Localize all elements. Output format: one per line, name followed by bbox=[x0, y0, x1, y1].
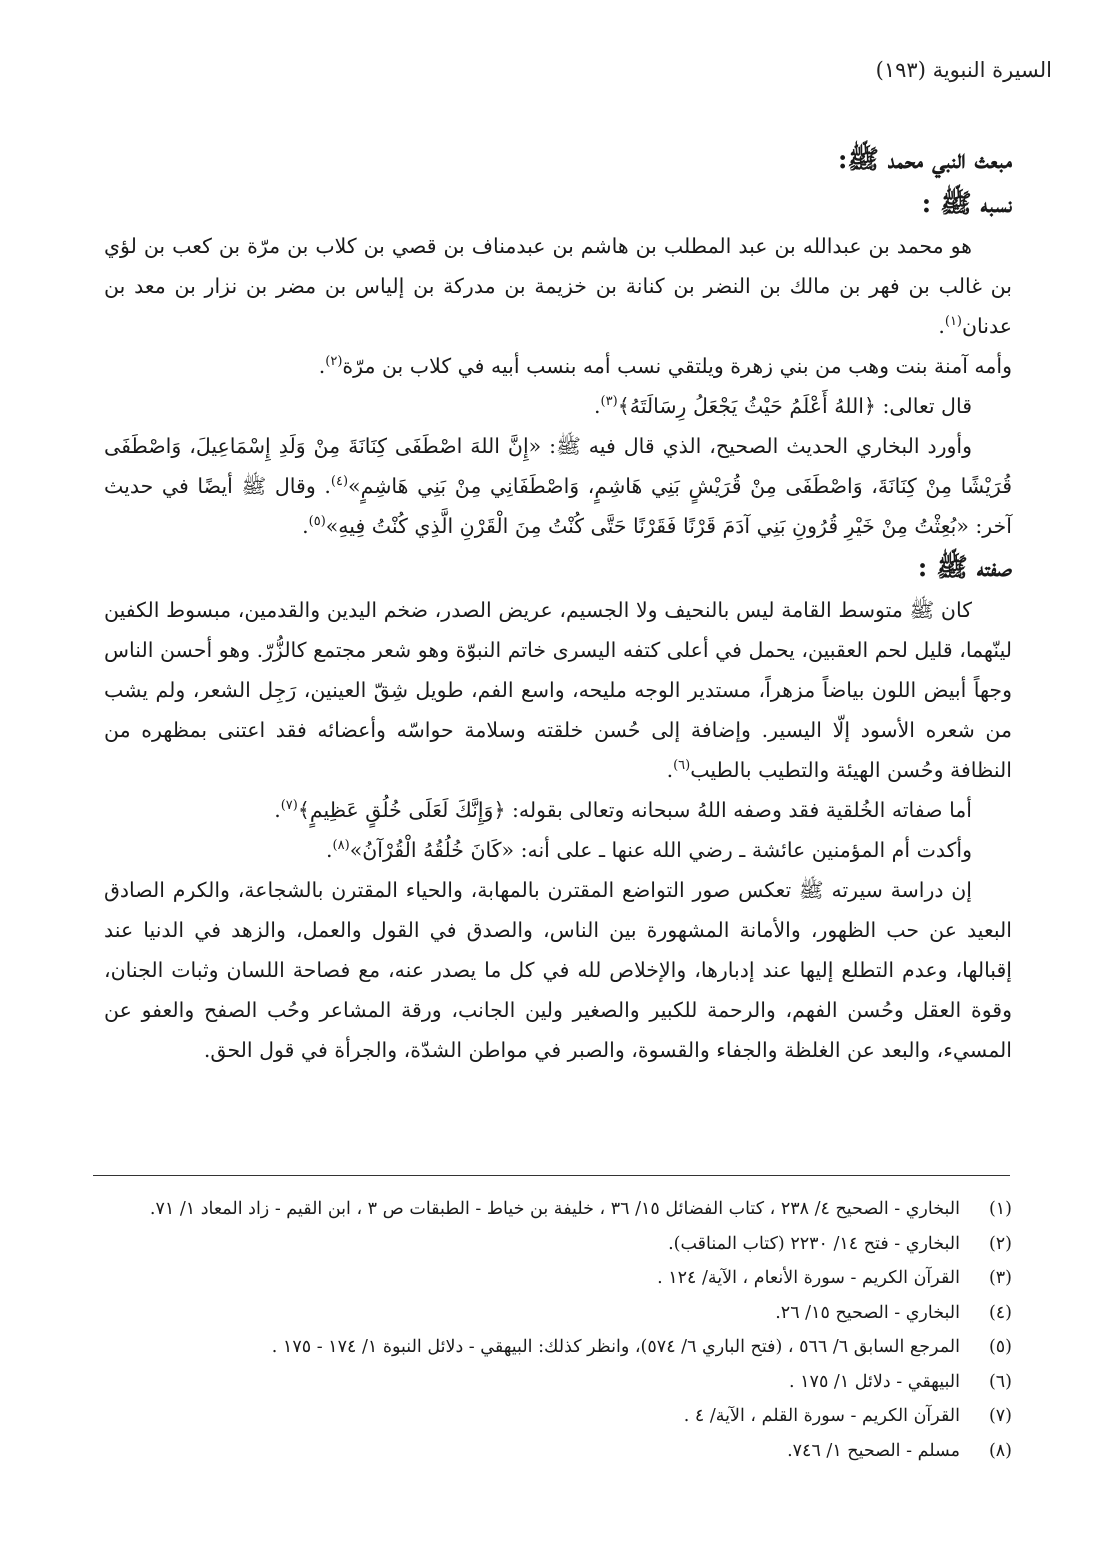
footnote-ref: (٥) bbox=[308, 514, 326, 530]
paragraph-quran-verse: قال تعالى: ﴿اللهُ أَعْلَمُ حَيْثُ يَجْعَلُ رِسَالَتَهُ﴾$^{(٣)}$. bbox=[594, 394, 972, 418]
footnote-ref: (٤) bbox=[330, 474, 349, 490]
running-header: السيرة النبوية (١٩٣) bbox=[875, 58, 1052, 82]
subheading-lineage: نسبه ﷺ : bbox=[921, 189, 1012, 219]
footnote-text: القرآن الكريم - سورة الأنعام ، الآية/ ١٢٤ . bbox=[657, 1268, 960, 1288]
footnote-text: البخاري - الصحيح ١٥/ ٢٦. bbox=[775, 1302, 960, 1323]
footnote bbox=[92, 1227, 1012, 1262]
paragraph-mother: وأمه آمنة بنت وهب من بني زهرة ويلتقي نسب أمه بنسب أبيه في كلاب بن مرّة$^{(٢)}$. bbox=[318, 354, 1012, 378]
footnote-number: (٣) bbox=[988, 1268, 1012, 1288]
paragraph-hadith: وأورد البخاري الحديث الصحيح، الذي قال فيه ﷺ: «إِنَّ اللهَ اصْطَفَى كِنَانَةَ مِنْ وَلَدِ إِسْمَاعِيلَ، وَاصْطَفَى قُرَيْشًا مِنْ كِنَانَةَ، وَاصْطَفَى مِنْ قُرَيْشٍ بَنِي هَاشِمٍ، وَاصْطَفَانِي مِنْ بَنِي هَاشِمٍ»$^{(٤)}$. وقال ﷺ أيضًا في حديث آخر: «بُعِثْتُ مِنْ خَيْرِ قُرُونِ بَنِي آدَمَ قَرْنًا فَقَرْنًا حَتَّى كُنْتُ مِنَ الْقَرْنِ الَّذِي كُنْتُ فِيهِ»$^{(٥)}$. bbox=[104, 434, 1013, 538]
footnote bbox=[92, 1296, 1012, 1331]
footnote-number: (٢) bbox=[988, 1233, 1012, 1254]
footnote-ref: (١) bbox=[944, 314, 962, 330]
footnote-ref: (٨) bbox=[332, 838, 350, 854]
footnote-ref: (٣) bbox=[600, 394, 618, 410]
paragraph-text: قال تعالى: ﴿اللهُ أَعْلَمُ حَيْثُ يَجْعَلُ رِسَالَتَهُ﴾ bbox=[617, 394, 972, 418]
footnote-text: مسلم - الصحيح ١/ ٧٤٦. bbox=[787, 1440, 960, 1461]
paragraph-text: كان ﷺ متوسط القامة ليس بالنحيف ولا الجسيم، عريض الصدر، ضخم اليدين والقدمين، مبسوط الكفين لينّهما، قليل لحم العقبين، يحمل في أعلى كتفه اليسرى خاتم النبوّة وهو شعر مجتمع كالزُّرّ. وهو أحسن الناس وجهاً أبيض اللون بياضاً مزهراً، مستدير الوجه مليحه، واسع الفم، طويل شِقّ العينين، رَجِل الشعر، ولم يشب من شعره الأسود إلّا اليسير. وإضافة إلى حُسن خلقته وسلامة حواسّه وأعضائه فقد اعتنى بمظهره من النظافة وحُسن الهيئة والتطيب بالطيب bbox=[104, 598, 1012, 782]
footnotes-list bbox=[92, 1192, 1012, 1468]
footnote-number: (١) bbox=[988, 1199, 1012, 1219]
footnote bbox=[92, 1192, 1012, 1227]
footnote-number: (٤) bbox=[988, 1302, 1012, 1323]
paragraph-text: وأمه آمنة بنت وهب من بني زهرة ويلتقي نسب أمه بنسب أبيه في كلاب بن مرّة bbox=[342, 354, 1012, 378]
paragraph-text: أما صفاته الخُلقية فقد وصفه اللهُ سبحانه وتعالى بقوله: ﴿وَإِنَّكَ لَعَلَى خُلُقٍ عَظِيمٍ﴾ bbox=[297, 798, 972, 822]
paragraph-aisha: وأكدت أم المؤمنين عائشة ـ رضي الله عنها ـ على أنه: «كَانَ خُلُقُهُ الْقُرْآنُ»$^{(٨)}$. bbox=[326, 838, 972, 862]
paragraph-text: هو محمد بن عبدالله بن عبد المطلب بن هاشم بن عبدمناف بن قصي بن كلاب بن مرّة بن كعب بن لؤي بن غالب بن فهر بن مالك بن النضر بن كنانة بن خزيمة بن مدركة بن إلياس بن مضر بن نزار بن معد بن عدنان bbox=[104, 234, 1012, 338]
footnote bbox=[92, 1434, 1012, 1469]
footnote-number: (٨) bbox=[988, 1440, 1012, 1461]
footnote-text: القرآن الكريم - سورة القلم ، الآية/ ٤ . bbox=[683, 1406, 960, 1426]
footnote-text: البيهقي - دلائل ١/ ١٧٥ . bbox=[789, 1371, 960, 1392]
footnote-text: البخاري - الصحيح ٤/ ٢٣٨ ، كتاب الفضائل ١٥/ ٣٦ ، خليفة بن خياط - الطبقات ص ٣ ، ابن القيم - زاد المعاد ١/ ٧١. bbox=[149, 1199, 960, 1219]
footnote-ref: (٢) bbox=[325, 354, 343, 370]
paragraph-physical-traits: كان ﷺ متوسط القامة ليس بالنحيف ولا الجسيم، عريض الصدر، ضخم اليدين والقدمين، مبسوط الكفين لينّهما، قليل لحم العقبين، يحمل في أعلى كتفه اليسرى خاتم النبوّة وهو شعر مجتمع كالزُّرّ. وهو أحسن الناس وجهاً أبيض اللون بياضاً مزهراً، مستدير الوجه مليحه، واسع الفم، طويل شِقّ العينين، رَجِل الشعر، ولم يشب من شعره الأسود إلّا اليسير. وإضافة إلى حُسن خلقته وسلامة حواسّه وأعضائه فقد اعتنى بمظهره من النظافة وحُسن الهيئة والتطيب بالطيب$^{(٦)}$. bbox=[104, 598, 1012, 782]
main-text bbox=[104, 138, 1012, 1070]
paragraph-text: وأورد البخاري الحديث الصحيح، الذي قال فيه ﷺ: «إِنَّ اللهَ اصْطَفَى كِنَانَةَ مِنْ وَلَدِ إِسْمَاعِيلَ، وَاصْطَفَى قُرَيْشًا مِنْ كِنَانَةَ، وَاصْطَفَى مِنْ قُرَيْشٍ بَنِي هَاشِمٍ، وَاصْطَفَانِي مِنْ بَنِي هَاشِمٍ» bbox=[104, 434, 1013, 498]
footnote-number: (٧) bbox=[988, 1406, 1012, 1426]
paragraph-text: وأكدت أم المؤمنين عائشة ـ رضي الله عنها ـ على أنه: «كَانَ خُلُقُهُ الْقُرْآنُ» bbox=[349, 838, 972, 862]
footnote-ref: (٧) bbox=[280, 798, 298, 814]
footnote bbox=[92, 1261, 1012, 1296]
footnote bbox=[92, 1399, 1012, 1434]
paragraph-text: . وقال ﷺ أيضًا في حديث آخر: «بُعِثْتُ مِنْ خَيْرِ قُرُونِ بَنِي آدَمَ قَرْنًا فَقَرْنًا حَتَّى كُنْتُ مِنَ الْقَرْنِ الَّذِي كُنْتُ فِيهِ» bbox=[104, 474, 1012, 538]
footnote-text: البخاري - فتح ١٤/ ٢٢٣٠ (كتاب المناقب). bbox=[668, 1233, 960, 1254]
footnote bbox=[92, 1365, 1012, 1400]
footnote-divider bbox=[93, 1175, 1010, 1176]
section-heading-mission: مبعث النبي محمد ﷺ: bbox=[837, 145, 1012, 175]
footnote-text: المرجع السابق ٦/ ٥٦٦ ، (فتح الباري ٦/ ٥٧٤)، وانظر كذلك: البيهقي - دلائل النبوة ١/ ١٧٤ - ١٧٥ . bbox=[271, 1337, 960, 1357]
paragraph-lineage: هو محمد بن عبدالله بن عبد المطلب بن هاشم بن عبدمناف بن قصي بن كلاب بن مرّة بن كعب بن لؤي بن غالب بن فهر بن مالك بن النضر بن كنانة بن خزيمة بن مدركة بن إلياس بن مضر بن نزار بن معد بن عدنان$^{(١)}$. bbox=[104, 234, 1012, 338]
subheading-traits: صفته ﷺ : bbox=[917, 553, 1012, 583]
footnote-number: (٦) bbox=[988, 1371, 1012, 1392]
footnote-number: (٥) bbox=[988, 1337, 1012, 1357]
footnote-ref: (٦) bbox=[673, 758, 691, 774]
footnote bbox=[92, 1330, 1012, 1365]
paragraph-biography-study: إن دراسة سيرته ﷺ تعكس صور التواضع المقترن بالمهابة، والحياء المقترن بالشجاعة، والكرم الصادق البعيد عن حب الظهور، والأمانة المشهورة بين الناس، والصدق في القول والعمل، والزهد في الدنيا عند إقبالها، وعدم التطلع إليها عند إدبارها، والإخلاص لله في كل ما يصدر عنه، مع فصاحة اللسان وثبات الجنان، وقوة العقل وحُسن الفهم، والرحمة للكبير والصغير ولين الجانب، ورقة المشاعر وحُب الصفح والعفو عن المسيء، والبعد عن الغلظة والجفاء والقسوة، والصبر في مواطن الشدّة، والجرأة في قول الحق. bbox=[104, 878, 1012, 1062]
paragraph-character: أما صفاته الخُلقية فقد وصفه اللهُ سبحانه وتعالى بقوله: ﴿وَإِنَّكَ لَعَلَى خُلُقٍ عَظِيمٍ﴾$^{(٧)}$. bbox=[274, 798, 972, 822]
